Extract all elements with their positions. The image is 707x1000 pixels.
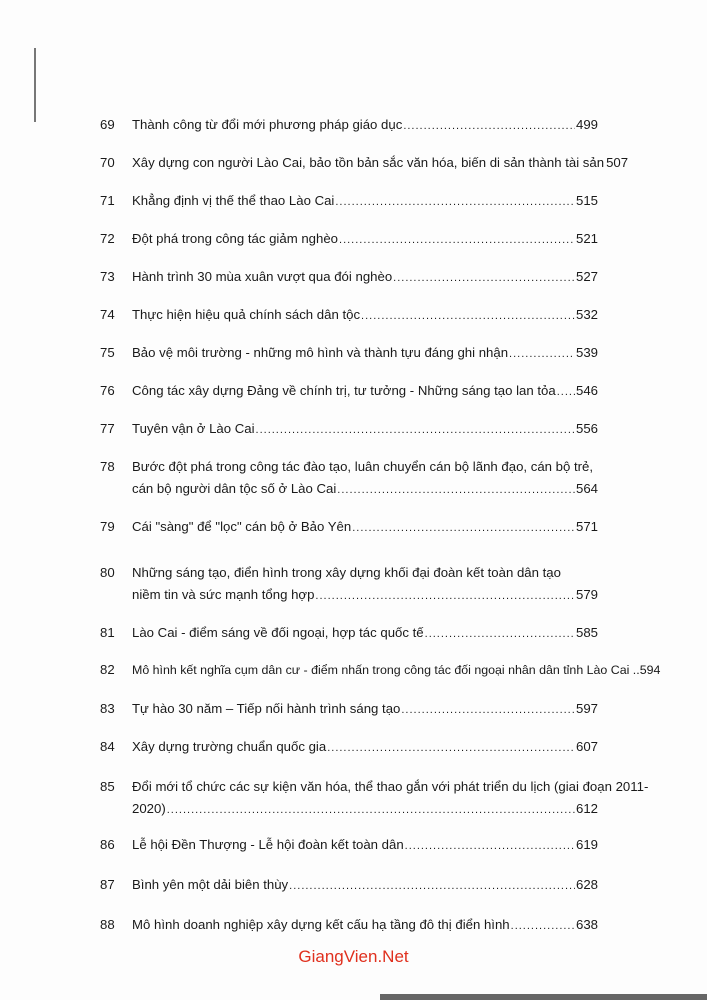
entry-title: Lào Cai - điểm sáng về đối ngoại, hợp tác quốc tế: [132, 625, 424, 640]
entry-title: Mô hình kết nghĩa cụm dân cư - điểm nhấn trong công tác đối ngoại nhân dân tỉnh Lào Cai ..: [132, 663, 640, 677]
entry-title: Hành trình 30 mùa xuân vượt qua đói nghèo: [132, 269, 393, 284]
entry-title: Khẳng định vị thế thể thao Lào Cai: [132, 193, 335, 208]
entry-page: 594: [639, 663, 661, 677]
entry-number: 86: [100, 837, 115, 852]
entry-title: Tuyên vận ở Lào Cai: [132, 421, 255, 436]
dot-leader: [339, 229, 575, 251]
entry-page: 546: [575, 383, 598, 398]
entry-title: Cái "sàng" để "lọc" cán bộ ở Bảo Yên: [132, 519, 352, 534]
entry-number: 69: [100, 117, 115, 132]
binding-edge-mark: [34, 48, 36, 122]
dot-leader: [425, 623, 575, 645]
entry-number: 81: [100, 625, 115, 640]
entry-title: Tự hào 30 năm – Tiếp nối hành trình sáng tạo: [132, 701, 401, 716]
entry-page: 556: [575, 421, 598, 436]
dot-leader: [167, 799, 575, 821]
entry-page: 638: [575, 917, 598, 932]
entry-number: 72: [100, 231, 115, 246]
entry-page: 619: [575, 837, 598, 852]
dot-leader: [403, 115, 575, 137]
entry-number: 73: [100, 269, 115, 284]
entry-title: Bảo vệ môi trường - những mô hình và thành tựu đáng ghi nhận: [132, 345, 509, 360]
entry-page: 571: [575, 519, 598, 534]
entry-title-line1: Những sáng tạo, điển hình trong xây dựng khối đại đoàn kết toàn dân tạo: [132, 565, 561, 580]
dot-leader: [315, 585, 575, 607]
dot-leader: [393, 267, 575, 289]
entry-number: 88: [100, 917, 115, 932]
entry-title: Đột phá trong công tác giảm nghèo: [132, 231, 339, 246]
dot-leader: [327, 737, 575, 759]
entry-number: 78: [100, 459, 115, 474]
entry-page: 507: [606, 155, 629, 170]
dot-leader: [256, 419, 575, 441]
entry-page: 607: [575, 739, 598, 754]
entry-title: Lễ hội Đền Thượng - Lễ hội đoàn kết toàn dân: [132, 837, 404, 852]
entry-page: 539: [575, 345, 598, 360]
entry-number: 80: [100, 565, 115, 580]
entry-title: cán bộ người dân tộc số ở Lào Cai: [132, 481, 337, 496]
dot-leader: [509, 343, 575, 365]
entry-title: niềm tin và sức mạnh tổng hợp: [132, 587, 315, 602]
dot-leader: [289, 875, 575, 897]
entry-number: 84: [100, 739, 115, 754]
entry-title: Thực hiện hiệu quả chính sách dân tộc: [132, 307, 361, 322]
entry-number: 71: [100, 193, 115, 208]
entry-title: Xây dựng con người Lào Cai, bảo tồn bản sắc văn hóa, biến di sản thành tài sản: [132, 155, 605, 170]
dot-leader: [361, 305, 575, 327]
entry-title: 2020): [132, 801, 166, 816]
entry-title: Mô hình doanh nghiệp xây dựng kết cấu hạ tầng đô thị điển hình: [132, 917, 510, 932]
entry-page: 628: [575, 877, 598, 892]
dot-leader: [335, 191, 575, 213]
dot-leader: [405, 835, 575, 857]
entry-number: 87: [100, 877, 115, 892]
entry-page: 521: [575, 231, 598, 246]
entry-number: 76: [100, 383, 115, 398]
entry-page: 499: [575, 117, 598, 132]
dot-leader: [511, 915, 575, 937]
entry-page: 515: [575, 193, 598, 208]
dot-leader: [557, 381, 575, 403]
entry-number: 79: [100, 519, 115, 534]
entry-page: 532: [575, 307, 598, 322]
entry-page: 585: [575, 625, 598, 640]
entry-page: 564: [575, 481, 598, 496]
entry-title: Bình yên một dải biên thùy: [132, 877, 289, 892]
dot-leader: [337, 479, 575, 501]
scan-edge-shadow: [380, 994, 707, 1000]
entry-page: 597: [575, 701, 598, 716]
dot-leader: [352, 517, 575, 539]
entry-page: 527: [575, 269, 598, 284]
entry-title: Công tác xây dựng Đảng về chính trị, tư tưởng - Những sáng tạo lan tỏa: [132, 383, 556, 398]
entry-number: 82: [100, 662, 115, 677]
entry-title-line1: Bước đột phá trong công tác đào tạo, luân chuyển cán bộ lãnh đạo, cán bộ trẻ,: [132, 459, 594, 474]
watermark-text: GiangVien.Net: [298, 947, 409, 966]
entry-number: 70: [100, 155, 115, 170]
entry-number: 74: [100, 307, 115, 322]
entry-page: 579: [575, 587, 598, 602]
entry-page: 612: [575, 801, 598, 816]
entry-number: 83: [100, 701, 115, 716]
entry-title-line1: Đổi mới tổ chức các sự kiện văn hóa, thể thao gắn với phát triển du lịch (giai đoạn 2011-: [132, 779, 649, 794]
dot-leader: [401, 699, 575, 721]
entry-number: 75: [100, 345, 115, 360]
entry-title: Xây dựng trường chuẩn quốc gia: [132, 739, 327, 754]
entry-number: 85: [100, 779, 115, 794]
entry-title: Thành công từ đổi mới phương pháp giáo dục: [132, 117, 403, 132]
entry-number: 77: [100, 421, 115, 436]
